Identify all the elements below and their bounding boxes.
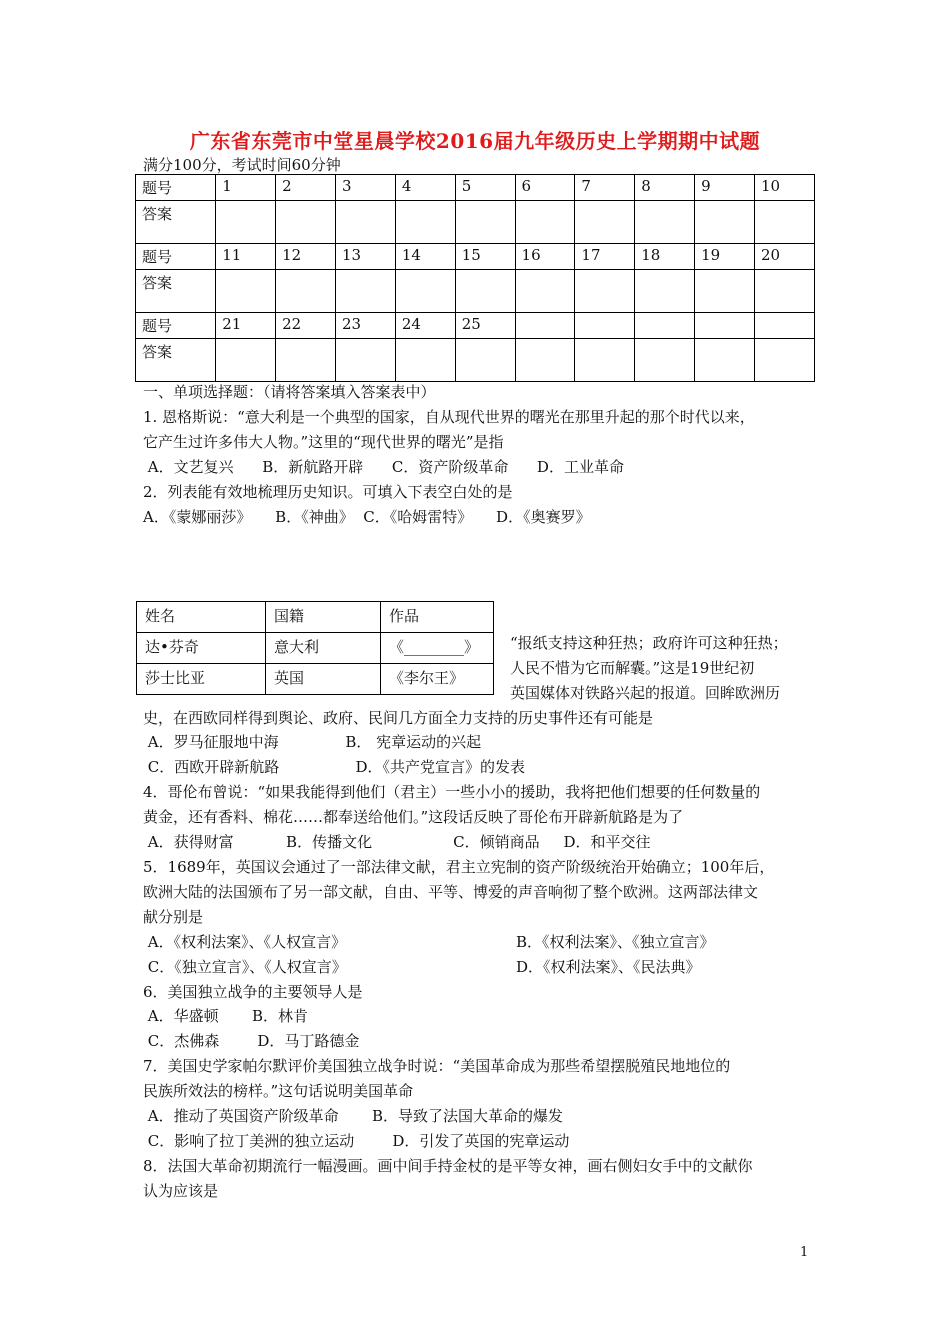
answer-row: [136, 339, 815, 382]
works-table-cell: 达•芬奇: [137, 633, 266, 664]
works-table-cell: 《________》: [381, 633, 494, 664]
q2-options: A．《蒙娜丽莎》 B．《神曲》 C．《哈姆雷特》 D．《奥赛罗》: [143, 508, 591, 526]
q1-stem-line2: 它产生过许多伟大人物。”这里的“现代世界的曙光”是指: [143, 433, 504, 451]
works-table-header-cell: 作品: [381, 602, 494, 633]
answer-cell[interactable]: [335, 270, 395, 313]
answer-cell[interactable]: [635, 339, 695, 382]
works-table-row: [137, 664, 494, 695]
question-number-cell: 13: [335, 244, 395, 270]
question-number-cell: [635, 313, 695, 339]
answer-cell[interactable]: [695, 270, 755, 313]
question-number-cell: 20: [754, 244, 814, 270]
question-number-cell: 11: [216, 244, 276, 270]
question-number-row: [136, 244, 815, 270]
works-table-cell: 英国: [266, 664, 381, 695]
answer-label: 答案: [136, 339, 216, 382]
works-table-cell: 莎士比亚: [137, 664, 266, 695]
question-number-cell: 14: [395, 244, 455, 270]
q6-options-cd: C．杰佛森 D．马丁路德金: [143, 1032, 360, 1050]
question-number-cell: [695, 313, 755, 339]
answer-cell[interactable]: [635, 270, 695, 313]
answer-cell[interactable]: [216, 270, 276, 313]
works-table-cell: 《李尔王》: [381, 664, 494, 695]
question-number-cell: 24: [395, 313, 455, 339]
q5-option-b: B．《权利法案》、《独立宣言》: [516, 933, 715, 951]
answer-cell[interactable]: [216, 201, 276, 244]
answer-cell[interactable]: [575, 270, 635, 313]
q1-stem-line1: 1. 恩格斯说：“意大利是一个典型的国家，自从现代世界的曙光在那里升起的那个时代以来，: [143, 408, 755, 426]
answer-cell[interactable]: [276, 201, 336, 244]
question-number-cell: 3: [335, 175, 395, 201]
question-number-cell: 1: [216, 175, 276, 201]
q5-stem-line3: 献分别是: [143, 908, 204, 926]
question-number-cell: 17: [575, 244, 635, 270]
answer-cell[interactable]: [455, 201, 515, 244]
q8-stem-line1: 8．法国大革命初期流行一幅漫画。画中间手持金杖的是平等女神，画右侧妇女手中的文献你: [143, 1157, 753, 1175]
works-table-header-cell: 国籍: [266, 602, 381, 633]
q7-options-cd: C．影响了拉丁美洲的独立运动 D．引发了英国的宪章运动: [143, 1132, 570, 1150]
answer-cell[interactable]: [754, 201, 814, 244]
question-number-cell: 4: [395, 175, 455, 201]
q7-stem-line2: 民族所效法的榜样。”这句话说明美国革命: [143, 1082, 414, 1100]
exam-info: 满分100分，考试时间60分钟: [143, 156, 341, 174]
page-number: 1: [800, 1245, 809, 1260]
q3-stem-line2: 人民不惜为它而解囊。”这是19世纪初: [510, 659, 755, 677]
question-number-label: 题号: [136, 313, 216, 339]
question-number-cell: 21: [216, 313, 276, 339]
works-table-header: [137, 602, 494, 633]
answer-cell[interactable]: [395, 339, 455, 382]
question-number-cell: 23: [335, 313, 395, 339]
question-number-cell: 9: [695, 175, 755, 201]
q5-option-c: C．《独立宣言》、《人权宣言》: [143, 958, 347, 976]
question-number-cell: 15: [455, 244, 515, 270]
q4-stem-line2: 黄金，还有香料、棉花……都奉送给他们。”这段话反映了哥伦布开辟新航路是为了: [143, 808, 684, 826]
answer-cell[interactable]: [695, 339, 755, 382]
works-table-header-cell: 姓名: [137, 602, 266, 633]
answer-cell[interactable]: [635, 201, 695, 244]
q6-options-ab: A．华盛顿 B．林肯: [143, 1007, 309, 1025]
question-number-cell: 6: [515, 175, 575, 201]
q3-stem-line3: 英国媒体对铁路兴起的报道。回眸欧洲历: [510, 684, 781, 702]
q8-stem-line2: 认为应该是: [143, 1182, 219, 1200]
answer-cell[interactable]: [216, 339, 276, 382]
works-table-row: [137, 633, 494, 664]
question-number-cell: 8: [635, 175, 695, 201]
answer-table: [135, 174, 815, 382]
answer-cell[interactable]: [754, 339, 814, 382]
q7-options-ab: A．推动了英国资产阶级革命 B．导致了法国大革命的爆发: [143, 1107, 564, 1125]
answer-cell[interactable]: [455, 270, 515, 313]
question-number-cell: 25: [455, 313, 515, 339]
question-number-cell: 16: [515, 244, 575, 270]
question-number-cell: 22: [276, 313, 336, 339]
answer-cell[interactable]: [395, 270, 455, 313]
q3-stem-line1: “报纸支持这种狂热；政府许可这种狂热；: [510, 634, 788, 652]
question-number-cell: 12: [276, 244, 336, 270]
question-number-cell: 19: [695, 244, 755, 270]
question-number-cell: 10: [754, 175, 814, 201]
section-heading: 一、单项选择题：（请将答案填入答案表中）: [143, 383, 436, 401]
answer-cell[interactable]: [276, 270, 336, 313]
answer-cell[interactable]: [754, 270, 814, 313]
answer-label: 答案: [136, 270, 216, 313]
answer-cell[interactable]: [335, 201, 395, 244]
question-number-label: 题号: [136, 244, 216, 270]
works-table: [136, 601, 494, 695]
question-number-cell: 5: [455, 175, 515, 201]
answer-label: 答案: [136, 201, 216, 244]
answer-cell[interactable]: [455, 339, 515, 382]
works-table-cell: 意大利: [266, 633, 381, 664]
q6-stem: 6．美国独立战争的主要领导人是: [143, 983, 363, 1001]
q4-options: A．获得财富 B．传播文化 C．倾销商品 D．和平交往: [143, 833, 651, 851]
q5-option-a: A．《权利法案》、《人权宣言》: [143, 933, 347, 951]
answer-cell[interactable]: [276, 339, 336, 382]
question-number-cell: [515, 313, 575, 339]
document-title: 广东省东莞市中堂星晨学校2016届九年级历史上学期期中试题: [189, 129, 761, 153]
answer-cell[interactable]: [695, 201, 755, 244]
question-number-label: 题号: [136, 175, 216, 201]
q3-options-cd: C．西欧开辟新航路 D．《共产党宣言》的发表: [143, 758, 526, 776]
q5-stem-line2: 欧洲大陆的法国颁布了另一部文献，自由、平等、博爱的声音响彻了整个欧洲。这两部法律文: [143, 883, 759, 901]
q5-option-d: D．《权利法案》、《民法典》: [516, 958, 701, 976]
question-number-row: [136, 175, 815, 201]
q7-stem-line1: 7．美国史学家帕尔默评价美国独立战争时说：“美国革命成为那些希望摆脱殖民地地位的: [143, 1057, 731, 1075]
answer-cell[interactable]: [395, 201, 455, 244]
question-number-cell: 18: [635, 244, 695, 270]
question-number-cell: [754, 313, 814, 339]
answer-row: [136, 201, 815, 244]
answer-cell[interactable]: [575, 201, 635, 244]
answer-cell[interactable]: [335, 339, 395, 382]
q3-stem-line4: 史，在西欧同样得到舆论、政府、民间几方面全力支持的历史事件还有可能是: [143, 709, 654, 727]
question-number-cell: [575, 313, 635, 339]
question-number-cell: 7: [575, 175, 635, 201]
question-number-row: [136, 313, 815, 339]
q3-options-ab: A．罗马征服地中海 B． 宪章运动的兴起: [143, 733, 482, 751]
q5-stem-line1: 5．1689年，英国议会通过了一部法律文献，君主立宪制的资产阶级统治开始确立；100年后，: [143, 858, 775, 876]
answer-cell[interactable]: [515, 201, 575, 244]
answer-cell[interactable]: [515, 270, 575, 313]
answer-cell[interactable]: [515, 339, 575, 382]
question-number-cell: 2: [276, 175, 336, 201]
answer-row: [136, 270, 815, 313]
q4-stem-line1: 4．哥伦布曾说：“如果我能得到他们（君主）一些小小的援助，我将把他们想要的任何数量的: [143, 783, 761, 801]
q1-options: A．文艺复兴 B．新航路开辟 C．资产阶级革命 D．工业革命: [143, 458, 624, 476]
answer-cell[interactable]: [575, 339, 635, 382]
q2-stem: 2．列表能有效地梳理历史知识。可填入下表空白处的是: [143, 483, 513, 501]
